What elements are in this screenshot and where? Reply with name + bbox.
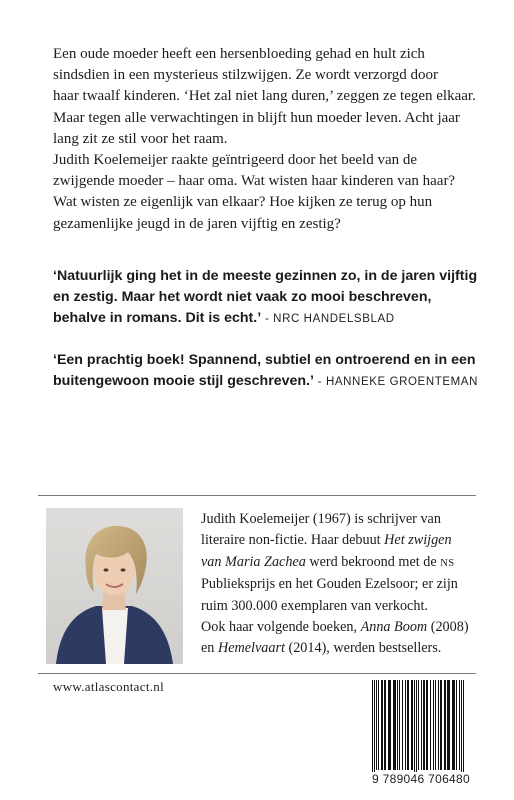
- barcode-bar: [388, 680, 391, 770]
- quote-text: buitengewoon mooie stijl geschreven.’: [53, 373, 314, 389]
- barcode-bar: [416, 680, 417, 774]
- back-cover-blurb: [53, 44, 493, 235]
- isbn-number: 9 789046 706480: [366, 772, 476, 786]
- review-quote-nrc: [53, 266, 493, 330]
- author-portrait-illustration: [46, 508, 183, 664]
- barcode-bar: [440, 680, 442, 770]
- barcode-bar: [452, 680, 455, 770]
- quote-line: [53, 371, 493, 393]
- bio-abbrev: NS: [440, 557, 455, 569]
- bio-text: werd bekroond met de: [305, 553, 441, 570]
- barcode-bar: [459, 680, 460, 770]
- barcode-bar: [414, 680, 415, 774]
- blurb-line: Judith Koelemeijer raakte geïntrigeerd door het beeld van de: [53, 152, 418, 169]
- barcode-bar: [435, 680, 436, 770]
- bio-line: Judith Koelemeijer (1967) is schrijver van: [201, 511, 441, 527]
- barcode-bar: [421, 680, 422, 770]
- blurb-line: sindsdien in een mysterieus stilzwijgen. Ze wordt verzorgd door: [53, 67, 439, 84]
- barcode-bar: [397, 680, 398, 770]
- quote-line: [53, 308, 493, 330]
- barcode-bar: [407, 680, 409, 770]
- bio-line: [201, 638, 501, 659]
- barcode-bar: [423, 680, 425, 770]
- barcode-bar: [405, 680, 406, 770]
- barcode-bar: [378, 680, 379, 770]
- blurb-line: lang zit ze stil voor het raam.: [53, 130, 228, 147]
- blurb-line: Wat wisten ze eigenlijk van elkaar? Hoe kijken ze terug op hun: [53, 194, 433, 211]
- barcode-bar: [411, 680, 413, 770]
- quote-source: - HANNEKE GROENTEMAN: [313, 376, 478, 388]
- barcode-bar: [402, 680, 403, 770]
- barcode-bar: [426, 680, 428, 770]
- barcode-bar: [444, 680, 446, 770]
- blurb-line: Een oude moeder heeft een hersenbloeding gehad en hult zich: [53, 46, 425, 62]
- barcode-bar: [374, 680, 375, 774]
- barcode-bar: [461, 680, 462, 774]
- barcode-bar: [456, 680, 457, 770]
- barcode-bar: [447, 680, 450, 770]
- bio-line: Publieksprijs en het Gouden Ezelsoor; er zijn: [201, 576, 458, 593]
- book-title: Hemelvaart: [217, 640, 285, 657]
- barcode-bar: [463, 680, 464, 774]
- barcode-bars: [366, 680, 476, 774]
- blurb-line: Maar tegen alle verwachtingen in blijft hun moeder leven. Acht jaar: [53, 109, 460, 126]
- barcode-bar: [376, 680, 377, 770]
- blurb-line: gezamenlijke jeugd in de jaren vijftig en zestig?: [53, 215, 341, 232]
- barcode-bar: [430, 680, 431, 770]
- bio-line: [201, 617, 501, 638]
- bio-text: literaire non-fictie. Haar debuut: [201, 532, 385, 549]
- barcode-bar: [399, 680, 400, 770]
- bio-line: [201, 552, 501, 574]
- quote-line: ‘Een prachtig boek! Spannend, subtiel en ontroerend en in een: [53, 352, 476, 368]
- publisher-website: www.atlascontact.nl: [53, 679, 164, 694]
- book-title: Het zwijgen: [384, 532, 452, 549]
- divider-bottom: [38, 673, 476, 674]
- barcode-bar: [418, 680, 419, 770]
- bio-text: (2008): [427, 619, 469, 636]
- bio-text: Ook haar volgende boeken,: [201, 619, 361, 636]
- isbn-barcode: [366, 680, 476, 788]
- divider-top: [38, 495, 476, 496]
- barcode-bar: [433, 680, 434, 770]
- quote-line: en zestig. Maar het wordt niet vaak zo mooi beschreven,: [53, 289, 432, 305]
- barcode-bar: [381, 680, 383, 770]
- bio-line: [201, 530, 501, 551]
- quote-text: behalve in romans. Dit is echt.’: [53, 310, 262, 326]
- book-title: Anna Boom: [360, 619, 428, 636]
- barcode-bar: [384, 680, 386, 770]
- review-quote-groenteman: [53, 350, 493, 393]
- quote-line: ‘Natuurlijk ging het in de meeste gezinnen zo, in de jaren vijftig: [53, 268, 478, 284]
- blurb-line: haar twaalf kinderen. ‘Het zal niet lang duren,’ zeggen ze tegen elkaar.: [53, 88, 476, 105]
- bio-text: en: [201, 640, 218, 657]
- barcode-bar: [372, 680, 373, 774]
- author-portrait-photo: [46, 508, 183, 664]
- quote-source: - NRC HANDELSBLAD: [261, 313, 395, 325]
- bio-line: ruim 300.000 exemplaren van verkocht.: [201, 597, 428, 614]
- book-title: van Maria Zachea: [201, 553, 306, 570]
- blurb-line: zwijgende moeder – haar oma. Wat wisten haar kinderen van haar?: [53, 173, 456, 190]
- barcode-bar: [438, 680, 439, 770]
- barcode-bar: [393, 680, 396, 770]
- bio-text: (2014), werden bestsellers.: [284, 640, 442, 657]
- author-bio: [201, 509, 501, 660]
